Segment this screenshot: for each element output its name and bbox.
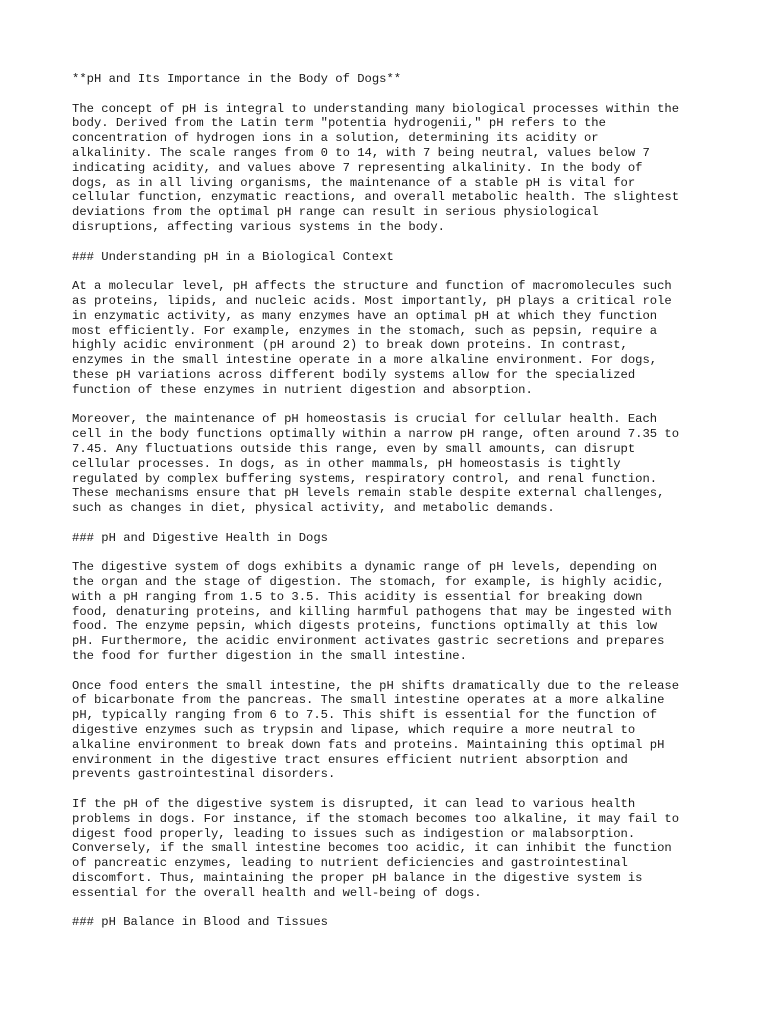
paragraph-digestive-range: The digestive system of dogs exhibits a dynamic range of pH levels, depending on the organ and the stage of digestion. The stomach, for example, is highly acidic, with a pH ranging from 1.5 to 3.5. This acidity is essential for breaking down food, denaturing proteins, and killing harmful pathogens that may be ingested with food. The enzyme pepsin, which digests proteins, functions optimally at this low pH. Furthermore, the acidic environment activates gastric secretions and prepares the food for further digestion in the small intestine. [72, 560, 672, 664]
section-heading-blood-tissues: ### pH Balance in Blood and Tissues [72, 915, 328, 930]
section-heading-biological-context: ### Understanding pH in a Biological Context [72, 249, 394, 264]
document-title: **pH and Its Importance in the Body of Dogs** [72, 72, 402, 86]
paragraph-disrupted-ph: If the pH of the digestive system is disrupted, it can lead to various health problems in dogs. For instance, if the stomach becomes too alkaline, it may fail to digest food properly, leading to issues such as indigestion or malabsorption. Conversely, if the small intestine becomes too acidic, it can inhibit the function of pancreatic enzymes, leading to nutrient deficiencies and gastrointestinal discomfort. Thus, maintaining the proper pH balance in the digestive system is essential for the overall health and well-being of dogs. [72, 797, 680, 900]
intro-paragraph: The concept of pH is integral to understanding many biological processes within the body. Derived from the Latin term "potentia hydrogenii," pH refers to the concentration of hydrogen ions in a solution, determining its acidity or alkalinity. The scale ranges from 0 to 14, with 7 being neutral, values below 7 indicating acidity, and values above 7 representing alkalinity. In the body of dogs, as in all living organisms, the maintenance of a stable pH is vital for cellular function, enzymatic reactions, and overall metabolic health. The slightest deviations from the optimal pH range can result in serious physiological disruptions, affecting various systems in the body. [72, 101, 680, 234]
section-heading-digestive-health: ### pH and Digestive Health in Dogs [72, 530, 328, 545]
paragraph-molecular-level: At a molecular level, pH affects the structure and function of macromolecules such as proteins, lipids, and nucleic acids. Most importantly, pH plays a critical role in enzymatic activity, as many enzymes have an optimal pH at which they function most efficiently. For example, enzymes in the stomach, such as pepsin, require a highly acidic environment (pH around 2) to break down proteins. In contrast, enzymes in the small intestine operate in a more alkaline environment. For dogs, these pH variations across different bodily systems allow for the specialized function of these enzymes in nutrient digestion and absorption. [72, 279, 672, 397]
document-page [72, 72, 712, 945]
paragraph-homeostasis: Moreover, the maintenance of pH homeostasis is crucial for cellular health. Each cell in the body functions optimally within a narrow pH range, often around 7.35 to 7.45. Any fluctuations outside this range, even by small amounts, can disrupt cellular processes. In dogs, as in other mammals, pH homeostasis is tightly regulated by complex buffering systems, respiratory control, and renal function. These mechanisms ensure that pH levels remain stable despite external challenges, such as changes in diet, physical activity, and metabolic demands. [72, 412, 680, 516]
paragraph-small-intestine: Once food enters the small intestine, the pH shifts dramatically due to the release of bicarbonate from the pancreas. The small intestine operates at a more alkaline pH, typically ranging from 6 to 7.5. This shift is essential for the function of digestive enzymes such as trypsin and lipase, which require a more neutral to alkaline environment to break down fats and proteins. Maintaining this optimal pH environment in the digestive tract ensures efficient nutrient absorption and prevents gastrointestinal disorders. [72, 678, 680, 782]
